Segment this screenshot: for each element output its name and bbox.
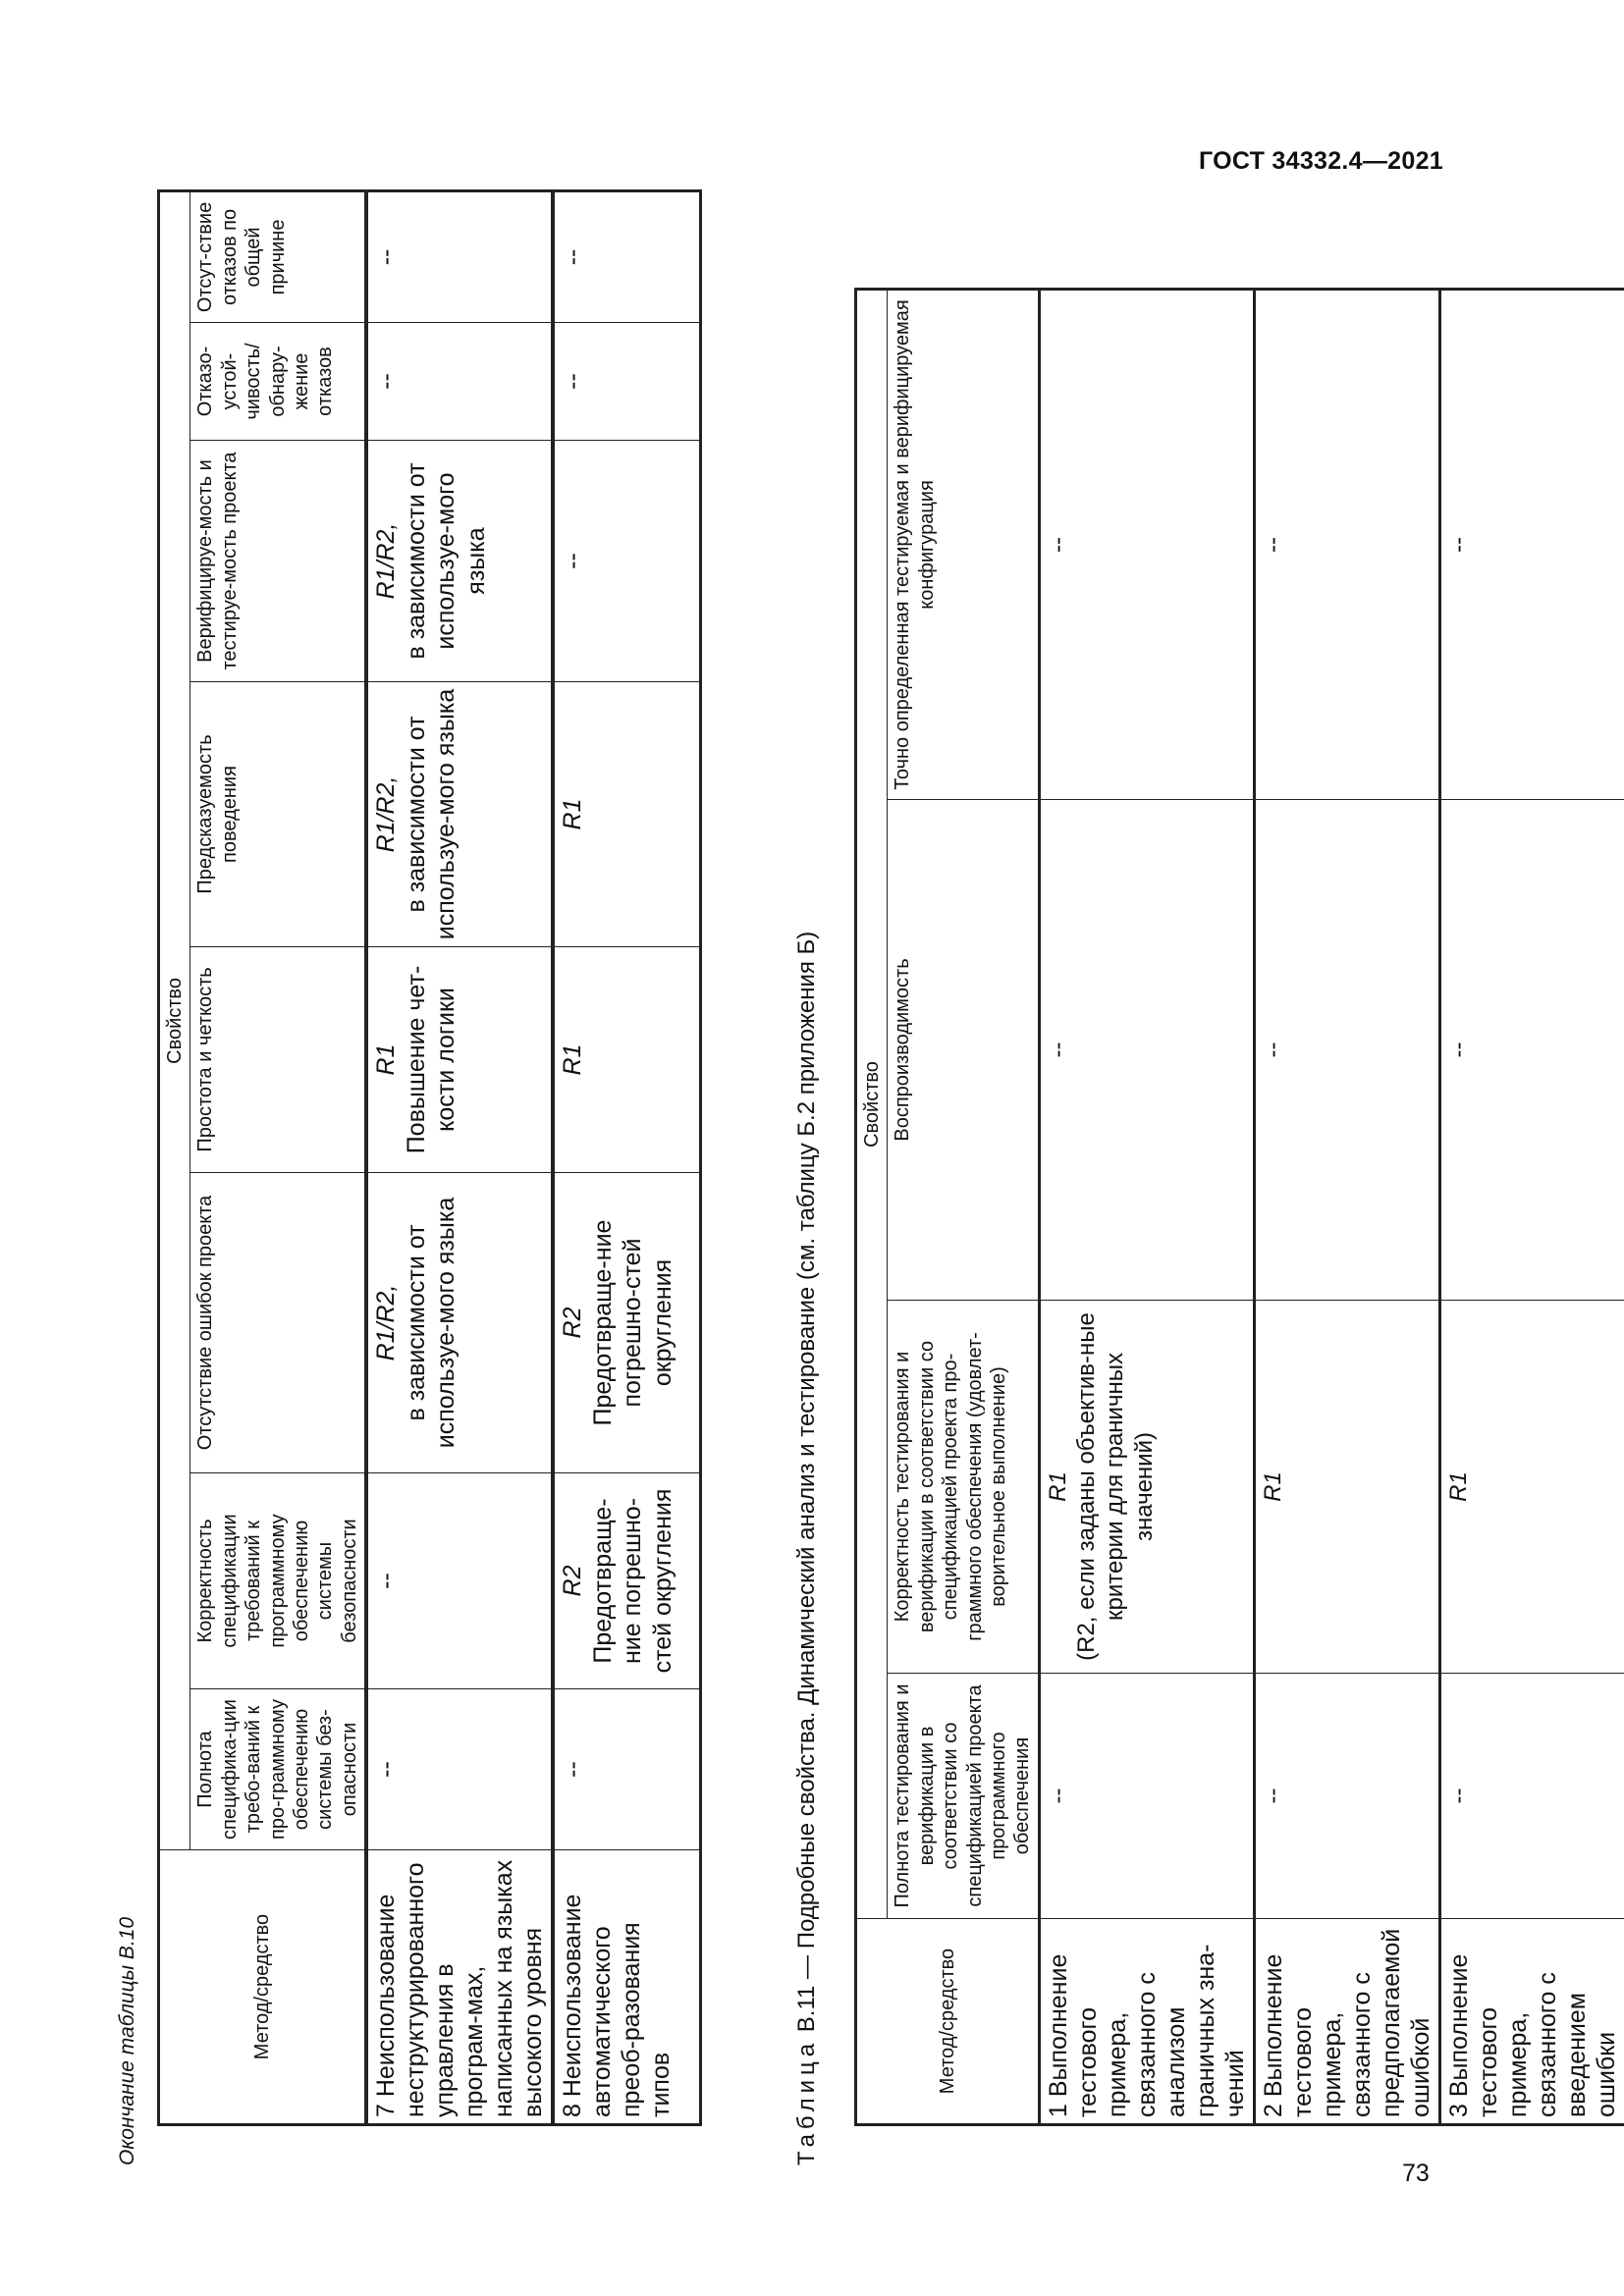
page-number: 73	[1402, 2160, 1430, 2187]
table-cell: --	[366, 190, 553, 322]
table-cell: --	[1254, 800, 1439, 1301]
column-header: Отсутствие ошибок проекта	[190, 1173, 366, 1473]
method-cell: 8 Неиспользование автоматического преоб-разования типов	[553, 1850, 700, 2125]
table-cell: R1 Повышение чет-кости логики	[366, 947, 553, 1173]
table-row	[366, 190, 553, 2124]
table-row	[1439, 289, 1624, 2124]
table-cell: --	[1439, 289, 1624, 799]
table-cell: R1	[1254, 1301, 1439, 1674]
method-cell: 3 Выполнение тестового примера, связанного с введением ошибки	[1439, 1919, 1624, 2125]
table-row	[553, 190, 700, 2124]
table-cell: R1	[553, 682, 700, 947]
method-column-header: Метод/средство	[856, 1919, 1040, 2125]
column-header: Полнота тестирования и верификации в соответствии со спецификацией проекта программного обеспечения	[888, 1674, 1039, 1919]
column-header: Воспроизводимость	[888, 800, 1039, 1301]
column-header: Предсказуемость поведения	[190, 682, 366, 947]
table-cell: --	[1039, 1674, 1254, 1919]
table-cell: R1	[553, 947, 700, 1173]
column-header: Простота и четкость	[190, 947, 366, 1173]
table-cell: --	[1039, 289, 1254, 799]
table-cell: --	[553, 441, 700, 682]
table-cell: --	[366, 1689, 553, 1850]
table-cell: R2 Предотвраще-ние погрешно-стей округления	[553, 1473, 700, 1689]
table-cell: --	[366, 323, 553, 441]
table-cell: --	[553, 190, 700, 322]
column-header: Корректность спецификации требований к программному обеспечению системы безопасности	[190, 1473, 366, 1689]
table-row	[1039, 289, 1254, 2124]
column-header: Отсут-ствие отказов по общей причине	[190, 190, 366, 322]
table-b10	[157, 189, 702, 2126]
property-group-header: Свойство	[159, 190, 190, 1849]
table-cell: R1	[1439, 1301, 1624, 1674]
table-cell: --	[553, 1689, 700, 1850]
method-cell: 2 Выполнение тестового примера, связанного с предполагаемой ошибкой	[1254, 1919, 1439, 2125]
table-cell: --	[553, 323, 700, 441]
column-header: Полнота специфика-ции требо-ваний к про-граммному обеспечению системы без-опасности	[190, 1689, 366, 1850]
property-group-header: Свойство	[856, 289, 888, 1918]
table-cell: R1 (R2, если заданы объектив-ные критерии для граничных значений)	[1039, 1301, 1254, 1674]
table-b10-continuation-caption: Окончание таблицы В.10	[116, 1916, 138, 2165]
method-column-header: Метод/средство	[159, 1850, 367, 2125]
table-b11	[854, 288, 1624, 2126]
table-cell: --	[1039, 800, 1254, 1301]
table-cell: R2 Предотвраще-ние погрешно-стей округления	[553, 1173, 700, 1473]
table-row	[1254, 289, 1439, 2124]
rotated-page-content	[116, 104, 1620, 2165]
column-header: Отказо-устой-чивость/ обнару-жение отказов	[190, 323, 366, 441]
method-cell: 1 Выполнение тестового примера, связанного с анализом граничных зна-чений	[1039, 1919, 1254, 2125]
table-cell: --	[1439, 800, 1624, 1301]
document-header: ГОСТ 34332.4—2021	[1198, 147, 1443, 175]
column-header: Корректность тестирования и верификации в соответствии со спецификацией проекта про-граммного обеспечения (удовлет-ворительное выполнение)	[888, 1301, 1039, 1674]
column-header: Верифицируе-мость и тестируе-мость проекта	[190, 441, 366, 682]
table-cell: --	[1254, 1674, 1439, 1919]
table-cell: R1/R2, в зависимости от используе-мого языка	[366, 1173, 553, 1473]
table-cell: R1/R2, в зависимости от используе-мого языка	[366, 682, 553, 947]
table-cell: --	[1439, 1674, 1624, 1919]
table-cell: --	[366, 1473, 553, 1689]
table-b11-caption: Таблица В.11 — Подробные свойства. Динамический анализ и тестирование (см. таблицу Б.2 приложения Б)	[793, 931, 820, 2165]
column-header: Точно определенная тестируемая и верифицируемая конфигурация	[888, 289, 1039, 799]
table-cell: R1/R2, в зависимости от используе-мого языка	[366, 441, 553, 682]
table-cell: --	[1254, 289, 1439, 799]
method-cell: 7 Неиспользование неструктурированного управления в програм-мах, написанных на языках высокого уровня	[366, 1850, 553, 2125]
